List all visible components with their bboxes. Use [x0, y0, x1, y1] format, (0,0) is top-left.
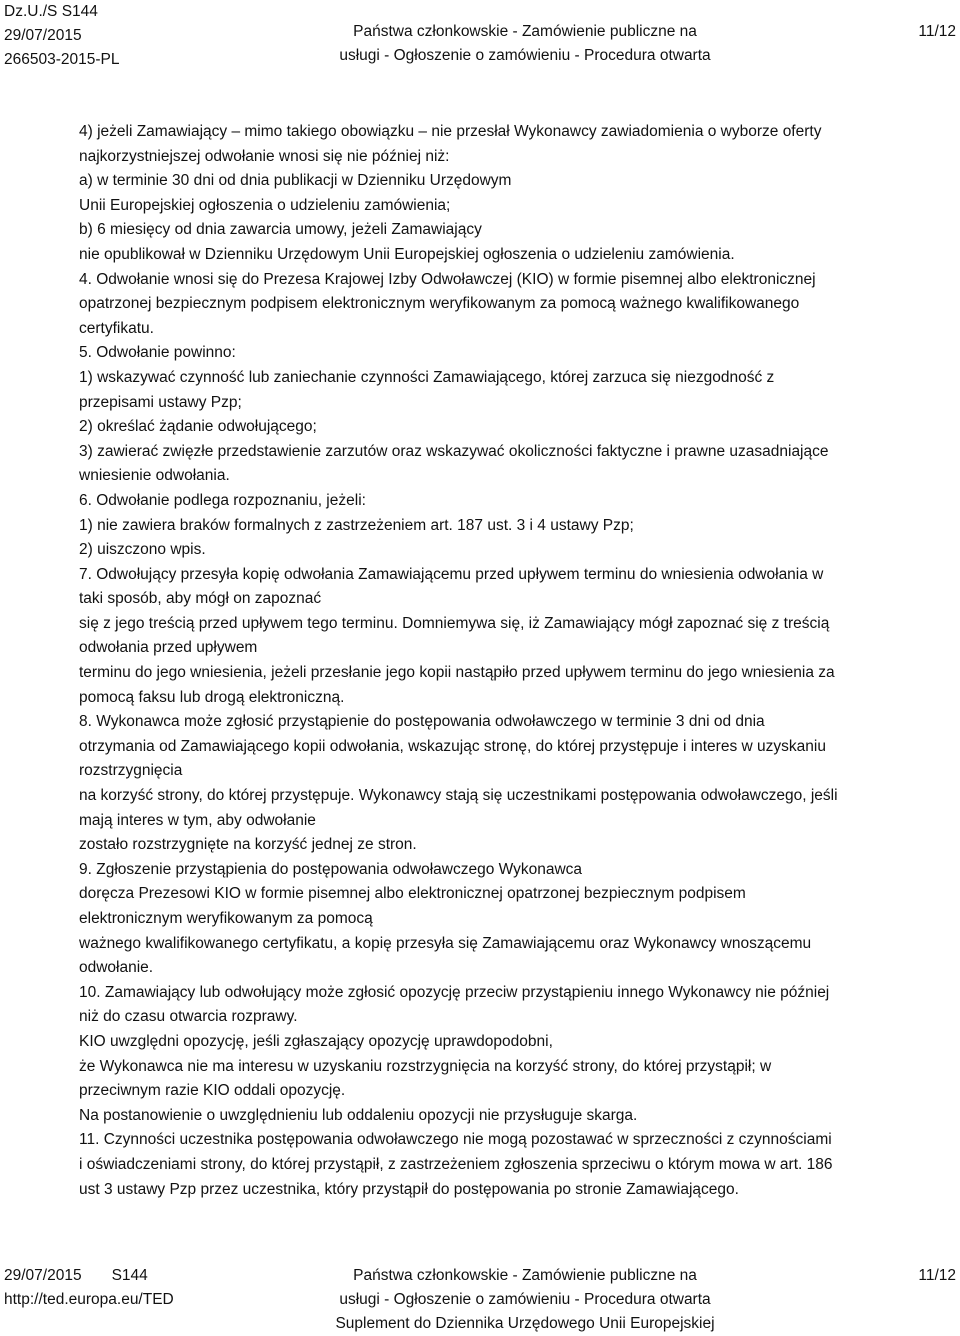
- body-text-line: odwołania przed upływem: [79, 639, 258, 657]
- body-text-line: na korzyść strony, do której przystępuje. Wykonawcy stają się uczestnikami postępowania odwoławczego, jeśli: [79, 787, 838, 805]
- body-text-line: taki sposób, aby mógł on zapoznać: [79, 590, 322, 608]
- body-text-line: 4) jeżeli Zamawiający – mimo takiego obowiązku – nie przesłał Wykonawcy zawiadomienia o wyborze oferty: [79, 123, 822, 140]
- body-text-line: terminu do jego wniesienia, jeżeli przesłanie jego kopii nastąpiło przed upływem terminu do jego wniesienia za: [79, 664, 835, 682]
- body-text-line: a) w terminie 30 dni od dnia publikacji w Dzienniku Urzędowym: [79, 172, 512, 190]
- body-text-line: 8. Wykonawca może zgłosić przystąpienie do postępowania odwoławczego w terminie 3 dni od dnia: [79, 713, 765, 731]
- body-text-line: 3) zawierać zwięzłe przedstawienie zarzutów oraz wskazywać okoliczności faktyczne i prawne uzasadniające: [79, 442, 829, 460]
- body-text-line: 1) wskazywać czynność lub zaniechanie czynności Zamawiającego, której zarzuca się niezgodność z: [79, 368, 775, 386]
- header-page-number: 11/12: [918, 23, 956, 40]
- body-text-line: 6. Odwołanie podlega rozpoznaniu, jeżeli:: [79, 491, 366, 509]
- notice-body-text: [79, 120, 951, 1202]
- body-text-line: najkorzystniejszej odwołanie wnosi się nie później niż:: [79, 147, 450, 165]
- body-text-line: ust 3 ustawy Pzp przez uczestnika, który przystąpił do postępowania po stronie Zamawiającego.: [79, 1180, 739, 1198]
- body-text-line: 9. Zgłoszenie przystąpienia do postępowania odwoławczego Wykonawca: [79, 860, 583, 878]
- footer-page-number: 11/12: [918, 1267, 956, 1284]
- body-text-line: mają interes w tym, aby odwołanie: [79, 811, 316, 829]
- body-text-line: elektronicznym weryfikowanym za pomocą: [79, 910, 373, 927]
- body-text-line: 1) nie zawiera braków formalnych z zastrzeżeniem art. 187 ust. 3 i 4 ustawy Pzp;: [79, 516, 634, 534]
- body-text-line: Unii Europejskiej ogłoszenia o udzieleniu zamówienia;: [79, 196, 451, 214]
- body-text-line: 7. Odwołujący przesyła kopię odwołania Zamawiającemu przed upływem terminu do wniesienia odwołania w: [79, 565, 824, 583]
- footer-date: 29/07/2015: [4, 1267, 82, 1284]
- body-text-line: b) 6 miesięcy od dnia zawarcia umowy, jeżeli Zamawiający: [79, 221, 482, 239]
- body-text-line: zostało rozstrzygnięte na korzyść jednej ze stron.: [79, 836, 417, 854]
- body-text-line: opatrzonej bezpiecznym podpisem elektronicznym weryfikowanym za pomocą ważnego kwalifikowanego: [79, 295, 800, 313]
- footer-title-line-2: usługi - Ogłoszenie o zamówieniu - Procedura otwarta: [339, 1291, 711, 1308]
- body-text-line: 10. Zamawiający lub odwołujący może zgłosić opozycję przeciw przystąpieniu innego Wykonawcy nie później: [79, 983, 830, 1001]
- header-meta: [4, 0, 120, 72]
- body-text-line: niż do czasu otwarcia rozprawy.: [79, 1008, 298, 1026]
- body-text-line: przeciwnym razie KIO oddali opozycję.: [79, 1082, 346, 1100]
- footer-supplement: Suplement do Dziennika Urzędowego Unii Europejskiej: [335, 1315, 715, 1332]
- publication-date: 29/07/2015: [4, 27, 82, 44]
- header-title-line-1: Państwa członkowskie - Zamówienie publiczne na: [353, 23, 697, 40]
- footer-title-line-1: Państwa członkowskie - Zamówienie publiczne na: [353, 1267, 697, 1284]
- body-text-line: 2) określać żądanie odwołującego;: [79, 418, 317, 436]
- body-text-line: 2) uiszczono wpis.: [79, 541, 206, 559]
- body-text-line: rozstrzygnięcia: [79, 762, 183, 780]
- footer-meta: [4, 1264, 174, 1312]
- body-text-line: się z jego treścią przed upływem tego terminu. Domniemywa się, iż Zamawiający mógł zapoznać się z treścią: [79, 614, 830, 632]
- footer-url[interactable]: http://ted.europa.eu/TED: [4, 1291, 174, 1308]
- body-text-line: certyfikatu.: [79, 319, 154, 337]
- footer-title: [290, 1264, 760, 1336]
- body-text-line: i oświadczeniami strony, do której przystąpił, z zastrzeżeniem zgłoszenia sprzeciwu o którym mowa w art. 186: [79, 1155, 833, 1173]
- header-title-line-2: usługi - Ogłoszenie o zamówieniu - Procedura otwarta: [339, 47, 711, 64]
- header-title: [290, 20, 760, 68]
- body-text-line: pomocą faksu lub drogą elektroniczną.: [79, 688, 345, 706]
- body-text-line: Na postanowienie o uwzględnieniu lub oddaleniu opozycji nie przysługuje skarga.: [79, 1106, 638, 1124]
- footer-issue: S144: [111, 1267, 148, 1284]
- body-text-line: doręcza Prezesowi KIO w formie pisemnej albo elektronicznej opatrzonej bezpiecznym podpisem: [79, 885, 746, 903]
- body-text-line: 11. Czynności uczestnika postępowania odwoławczego nie mogą pozostawać w sprzeczności z czynnościami: [79, 1131, 832, 1149]
- body-text-line: że Wykonawca nie ma interesu w uzyskaniu rozstrzygnięcia na korzyść strony, do której przystąpił; w: [79, 1057, 772, 1075]
- body-text-line: KIO uwzględni opozycję, jeśli zgłaszający opozycję uprawdopodobni,: [79, 1032, 553, 1050]
- body-text-line: otrzymania od Zamawiającego kopii odwołania, wskazując stronę, do której przystępuje i interes w uzyskaniu: [79, 737, 826, 755]
- journal-reference: Dz.U./S S144: [4, 3, 98, 20]
- body-text-line: nie opublikował w Dzienniku Urzędowym Unii Europejskiej ogłoszenia o udzieleniu zamówienia.: [79, 245, 735, 263]
- body-text-line: odwołanie.: [79, 959, 154, 977]
- body-text-line: 4. Odwołanie wnosi się do Prezesa Krajowej Izby Odwoławczej (KIO) w formie pisemnej albo elektronicznej: [79, 270, 816, 288]
- body-text-line: ważnego kwalifikowanego certyfikatu, a kopię przesyła się Zamawiającemu oraz Wykonawcy wnoszącemu: [79, 934, 812, 952]
- body-text-line: 5. Odwołanie powinno:: [79, 344, 236, 362]
- notice-number: 266503-2015-PL: [4, 51, 120, 68]
- body-text-line: przepisami ustawy Pzp;: [79, 393, 242, 411]
- body-text-line: wniesienie odwołania.: [79, 467, 230, 485]
